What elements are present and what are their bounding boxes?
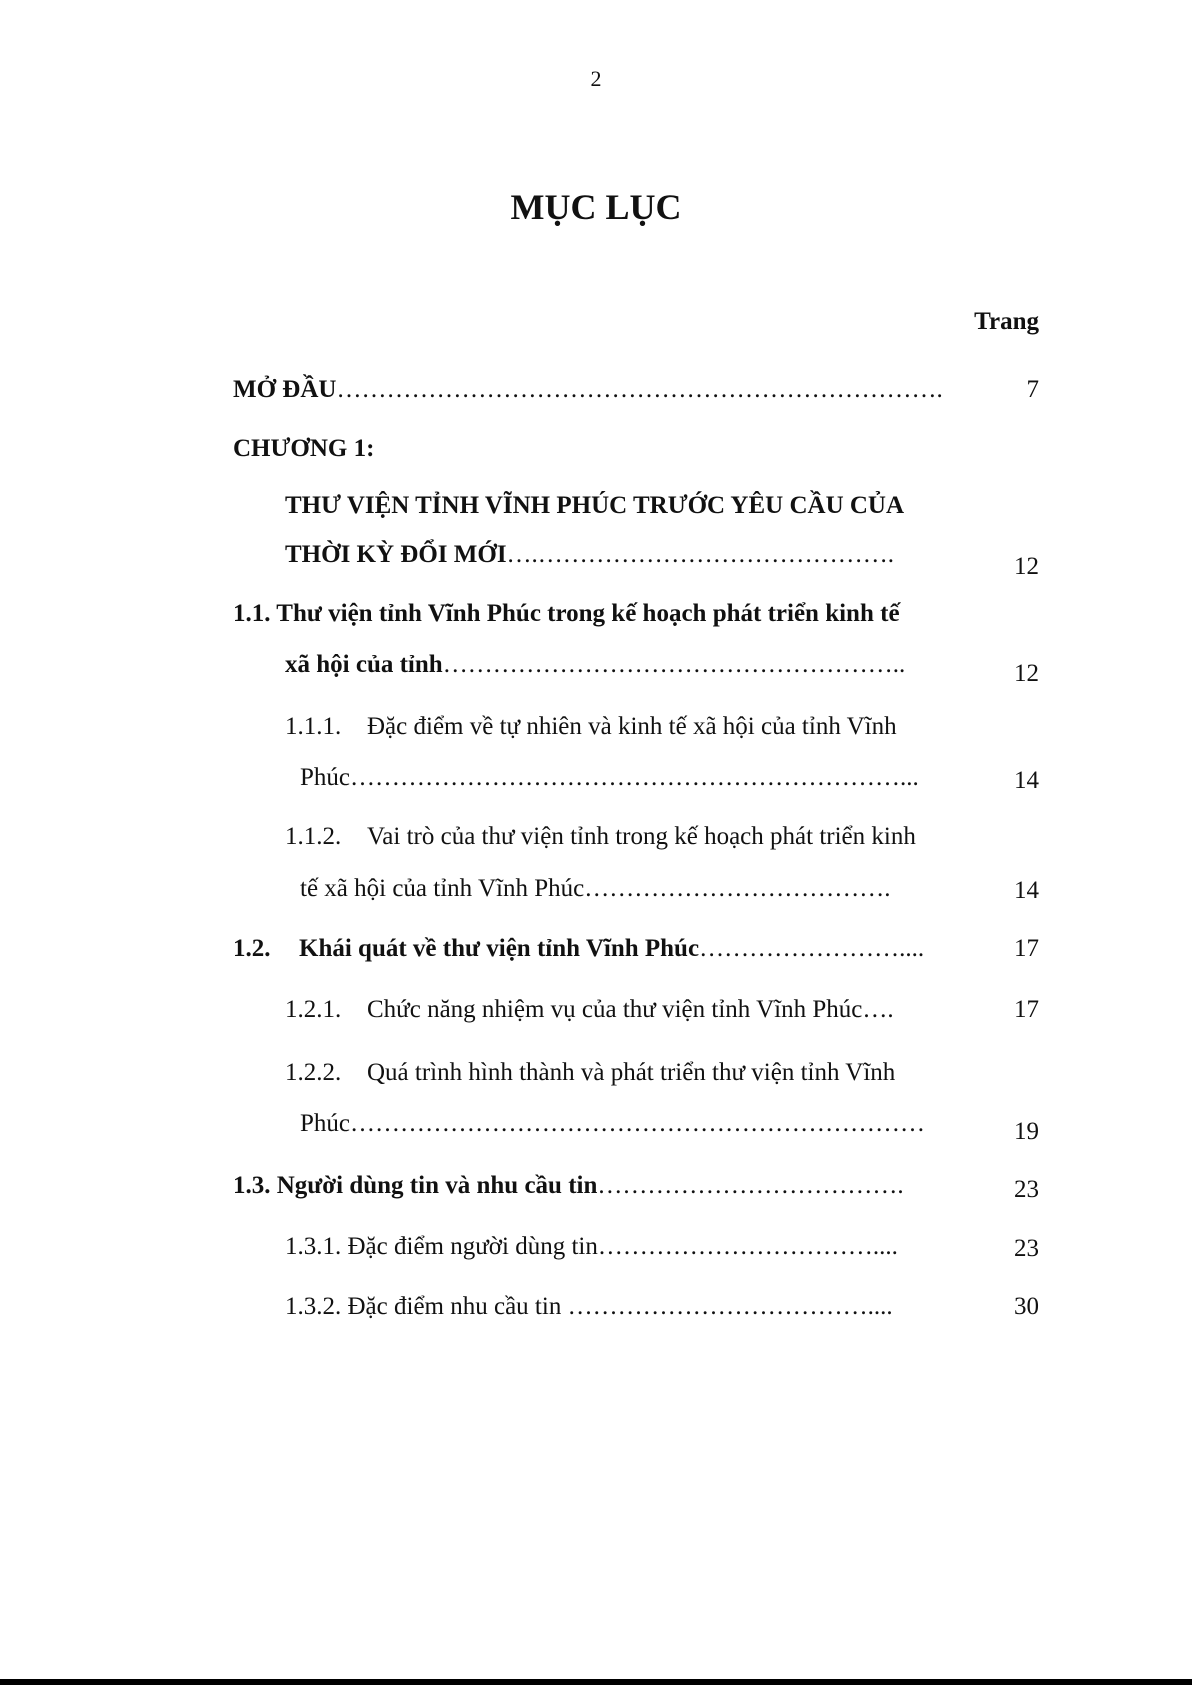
toc-leader-dots: …………………………….... bbox=[597, 1233, 898, 1260]
toc-leader-dots: ………………………………. bbox=[597, 1172, 904, 1199]
toc-entry-mo-dau[interactable] bbox=[233, 376, 943, 404]
toc-page-number: 14 bbox=[1014, 877, 1039, 904]
toc-section-number: 1.2.1. bbox=[285, 996, 342, 1023]
toc-entry-1-3-1[interactable] bbox=[285, 1233, 898, 1261]
document-title: MỤC LỤC bbox=[510, 187, 682, 227]
toc-section-number: 1.1.1. bbox=[285, 713, 342, 740]
toc-entry-text: Vai trò của thư viện tỉnh trong kế hoạch phát triển kinh bbox=[367, 823, 916, 850]
toc-entry-text: Phúc bbox=[300, 1110, 350, 1137]
page-number: 2 bbox=[590, 66, 602, 91]
toc-chapter-heading: CHƯƠNG 1: bbox=[233, 435, 375, 462]
toc-leader-dots: …………………………………………………………... bbox=[350, 764, 919, 791]
toc-page-number: 23 bbox=[1014, 1176, 1039, 1203]
toc-page-number: 19 bbox=[1014, 1118, 1039, 1145]
toc-entry-1-1[interactable] bbox=[285, 651, 905, 679]
toc-entry-text: Quá trình hình thành và phát triển thư viện tỉnh Vĩnh bbox=[367, 1059, 896, 1086]
toc-entry-text: 1.3.1. Đặc điểm người dùng tin bbox=[285, 1233, 598, 1260]
toc-page-number: 17 bbox=[1014, 996, 1039, 1023]
toc-page-number: 12 bbox=[1014, 553, 1039, 580]
toc-entry-1-2-1[interactable] bbox=[285, 996, 894, 1024]
toc-entry-text: Phúc bbox=[300, 764, 350, 791]
toc-entry-chapter-1[interactable] bbox=[285, 541, 894, 569]
toc-entry-text: 1.3.2. Đặc điểm nhu cầu tin bbox=[285, 1293, 568, 1320]
toc-section-1-2-2-line1 bbox=[285, 1059, 895, 1087]
toc-entry-1-1-1[interactable] bbox=[300, 764, 919, 792]
toc-page-number: 14 bbox=[1014, 767, 1039, 794]
toc-entry-text: THỜI KỲ ĐỔI MỚI bbox=[285, 541, 507, 568]
toc-chapter-title-line1: THƯ VIỆN TỈNH VĨNH PHÚC TRƯỚC YÊU CẦU CỦA bbox=[285, 492, 905, 519]
toc-page-number: 12 bbox=[1014, 660, 1039, 687]
toc-entry-1-2-2[interactable] bbox=[300, 1110, 925, 1138]
toc-leader-dots: …………………….... bbox=[699, 935, 925, 962]
page-column-header: Trang bbox=[974, 308, 1039, 335]
toc-section-number: 1.2.2. bbox=[285, 1059, 342, 1086]
page-bottom-border bbox=[0, 1679, 1192, 1685]
toc-entry-1-1-2[interactable] bbox=[300, 875, 890, 903]
toc-entry-text: Chức năng nhiệm vụ của thư viện tỉnh Vĩnh Phúc bbox=[367, 996, 863, 1023]
toc-leader-dots: ………………………………………………………………. bbox=[336, 376, 943, 403]
toc-section-1-1-line1: 1.1. Thư viện tỉnh Vĩnh Phúc trong kế hoạch phát triển kinh tế bbox=[233, 600, 900, 627]
toc-page-number: 7 bbox=[1026, 376, 1039, 403]
toc-leader-dots: ……………………………………………….. bbox=[442, 651, 906, 678]
toc-entry-text: xã hội của tỉnh bbox=[285, 651, 443, 678]
toc-entry-text: 1.3. Người dùng tin và nhu cầu tin bbox=[233, 1172, 598, 1199]
toc-leader-dots: ………………………………. bbox=[584, 875, 891, 902]
toc-section-1-1-2-line1 bbox=[285, 823, 916, 851]
toc-section-number: 1.2. bbox=[233, 935, 271, 962]
toc-leader-dots: ……………………………….... bbox=[567, 1293, 893, 1320]
toc-leader-dots: ….……………………………………. bbox=[506, 541, 895, 568]
toc-entry-1-3-2[interactable] bbox=[285, 1293, 893, 1321]
toc-page-number: 17 bbox=[1014, 935, 1039, 962]
toc-section-number: 1.1.2. bbox=[285, 823, 342, 850]
toc-entry-text: MỞ ĐẦU bbox=[233, 376, 337, 403]
toc-page-number: 23 bbox=[1014, 1235, 1039, 1262]
toc-leader-dots: …. bbox=[862, 996, 894, 1023]
toc-entry-1-2[interactable] bbox=[233, 935, 924, 963]
toc-page-number: 30 bbox=[1014, 1293, 1039, 1320]
toc-entry-text: Đặc điểm về tự nhiên và kinh tế xã hội của tỉnh Vĩnh bbox=[367, 713, 897, 740]
toc-entry-1-3[interactable] bbox=[233, 1172, 904, 1200]
toc-leader-dots: …………………………………………………………… bbox=[350, 1110, 925, 1137]
toc-entry-text: Khái quát về thư viện tỉnh Vĩnh Phúc bbox=[299, 935, 700, 962]
toc-section-1-1-1-line1 bbox=[285, 713, 897, 741]
toc-entry-text: tế xã hội của tỉnh Vĩnh Phúc bbox=[300, 875, 585, 902]
